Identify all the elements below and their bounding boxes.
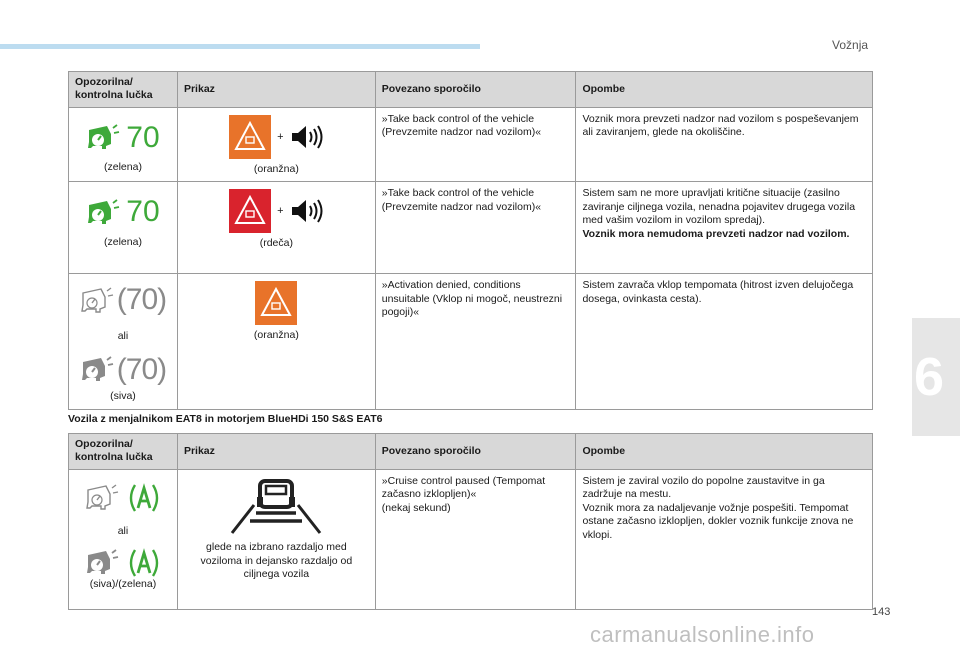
cruise-control-table [68,433,873,610]
display-color-label: (oranžna) [253,162,299,175]
plus-sign: + [277,130,284,143]
message-cell [375,107,576,181]
note-cell [576,182,873,274]
header-notes: Opombe [576,72,873,108]
lamp-color-label: (zelena) [104,235,142,248]
display-cell [177,274,375,410]
speed-number: 70 [126,195,160,229]
or-label: ali [117,524,129,537]
display-cell [177,107,375,181]
car-speedometer-green-icon [86,199,120,227]
message-text: »Take back control of the vehicle (Prevzemite nadzor nad vozilom)« [381,112,542,139]
lamp-color-label: (siva)/(zelena) [89,578,157,591]
message-cell [375,469,576,609]
car-speedometer-green-icon [86,124,120,152]
adaptive-a-green-icon [127,483,161,513]
note-text: Sistem sam ne more upravljati kritične situacije (zasilno zaviranje ciljnega vozila, nenadna pojavitev drugega vozila med vašim vozilom in vozilom spredaj). [582,187,856,227]
speed-number-paren: (70) [116,283,167,317]
header-lamp: Opozorilna/ kontrolna lučka [69,72,178,108]
header-display: Prikaz [177,72,375,108]
audible-alert-icon [290,198,324,224]
speed-number: 70 [126,120,160,154]
car-speedometer-outline-icon [80,287,114,315]
message-text: »Cruise control paused (Tempomat začasno izklopljen)« (nekaj sekund) [381,474,546,514]
display-cell [177,469,375,609]
lamp-cell [69,469,178,609]
warning-lamp-table [68,71,873,410]
lamp-cell [69,107,178,181]
display-color-label: (oranžna) [253,329,299,342]
table-row [69,182,873,274]
table-row [69,107,873,181]
table-row [69,274,873,410]
table-header-row [69,72,873,108]
red-warning-icon [229,189,271,233]
note-bold-text: Voznik mora nemudoma prevzeti nadzor nad vozilom. [582,227,850,240]
car-speedometer-grey-icon [85,549,119,577]
table-header-row [69,434,873,470]
chapter-number: 6 [914,347,945,407]
vehicle-distance-icon [226,477,326,535]
lamp-color-label: (siva) [110,389,136,402]
header-lamp: Opozorilna/ kontrolna lučka [69,434,178,470]
orange-warning-icon [229,115,271,159]
lamp-cell [69,274,178,410]
lamp-cell [69,182,178,274]
car-speedometer-grey-icon [80,356,114,384]
table-row [69,469,873,609]
subheading: Vozila z menjalnikom EAT8 in motorjem BlueHDi 150 S&S EAT6 [68,413,383,425]
page-number: 143 [872,606,891,618]
display-cell [177,182,375,274]
car-speedometer-outline-icon [85,484,119,512]
header-message: Povezano sporočilo [375,434,576,470]
or-label: ali [117,329,129,342]
note-cell [576,107,873,181]
top-accent-bar [0,44,480,49]
display-color-label: (rdeča) [259,237,293,250]
adaptive-a-green-icon [127,548,161,578]
chapter-tab [912,318,960,436]
message-text: »Activation denied, conditions unsuitable (Vklop ni mogoč, neustrezni pogoji)« [381,279,563,319]
audible-alert-icon [290,124,324,150]
note-text: Sistem zavrača vklop tempomata (hitrost izven delujočega dosega, ovinkasta cesta). [582,279,854,305]
message-cell [375,182,576,274]
plus-sign: + [277,205,284,218]
header-message: Povezano sporočilo [375,72,576,108]
lamp-color-label: (zelena) [104,161,142,174]
note-text: Sistem je zaviral vozilo do popolne zaustavitve in ga zadržuje na mestu. Voznik mora za nadaljevanje vožnje pospešiti. Tempomat ostane začasno izklopljen, dokler voznik funkcije znova ne vklopi. [582,474,854,541]
note-text: Voznik mora prevzeti nadzor nad vozilom s pospeševanjem ali zaviranjem, glede na okoliščine. [582,112,859,139]
display-description: glede na izbrano razdaljo med voziloma in dejansko razdaljo od ciljnega vozila [200,541,353,581]
message-cell [375,274,576,410]
header-display: Prikaz [177,434,375,470]
section-title: Vožnja [832,38,869,52]
message-text: »Take back control of the vehicle (Prevzemite nadzor nad vozilom)« [381,187,542,213]
header-notes: Opombe [576,434,873,470]
watermark: carmanualsonline.info [590,622,815,647]
note-cell [576,274,873,410]
orange-warning-icon [255,281,297,325]
note-cell [576,469,873,609]
speed-number-paren: (70) [116,353,167,387]
